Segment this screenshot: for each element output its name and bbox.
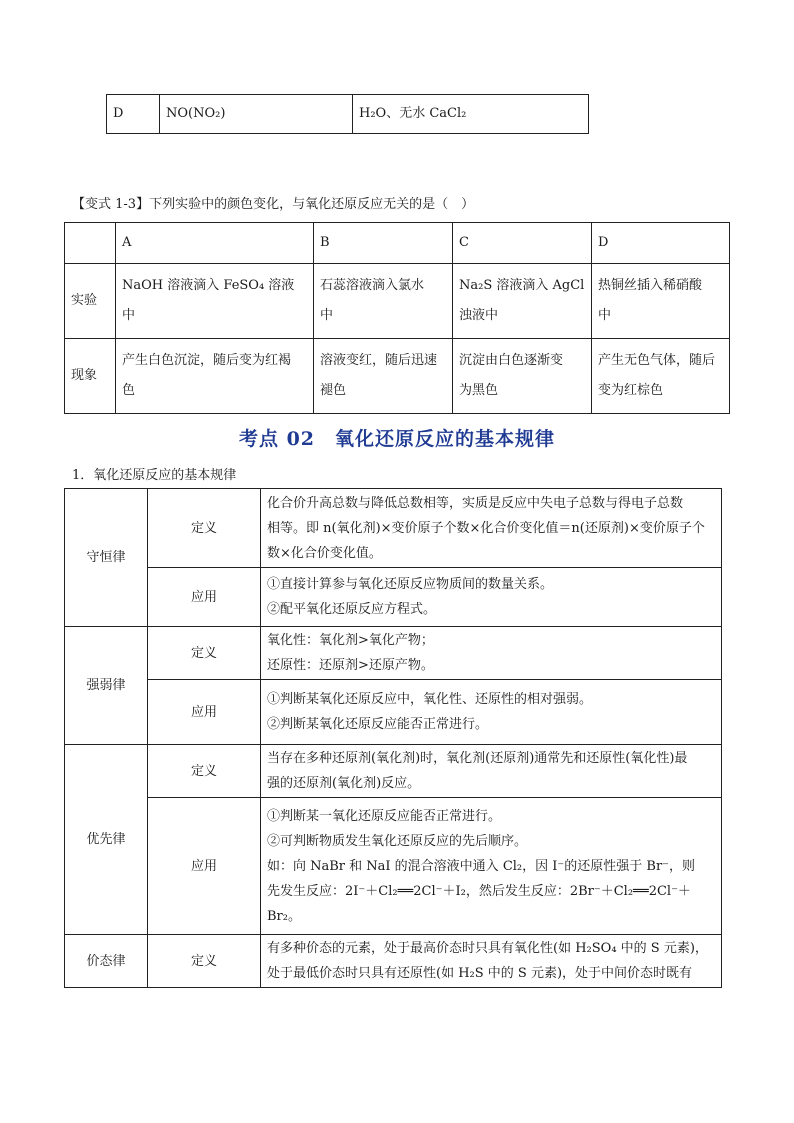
law-name: 价态律 <box>65 935 148 988</box>
table-row <box>65 798 722 935</box>
table-row <box>65 339 730 414</box>
law-kind: 应用 <box>148 568 261 627</box>
table-row <box>65 745 722 798</box>
table-row <box>65 489 722 568</box>
laws-table <box>64 488 722 988</box>
law-kind: 应用 <box>148 798 261 935</box>
law-content: 氧化性：氧化剂>氧化产物； 还原性：还原剂>还原产物。 <box>261 627 722 680</box>
law-name: 优先律 <box>65 745 148 935</box>
table-cell: 沉淀由白色逐渐变 为黑色 <box>453 339 592 414</box>
header-cell: B <box>314 223 453 264</box>
section-heading: 考点 02 氧化还原反应的基本规律 <box>238 428 556 450</box>
table-cell: 产生白色沉淀，随后变为红褐 色 <box>116 339 314 414</box>
table-row <box>65 627 722 680</box>
question-text: 【变式 1-3】下列实验中的颜色变化，与氧化还原反应无关的是（ ） <box>72 197 475 212</box>
header-cell: A <box>116 223 314 264</box>
law-content: 有多种价态的元素，处于最高价态时只具有氧化性(如 H₂SO₄ 中的 S 元素)， 处于最低价态时只具有还原性(如 H₂S 中的 S 元素)，处于中间价态时既有 <box>261 935 722 988</box>
experiment-table <box>64 222 730 414</box>
table-cell: 热铜丝插入稀硝酸 中 <box>592 264 730 339</box>
row-label: 实验 <box>65 264 116 339</box>
option-letter: D <box>107 95 160 134</box>
law-kind: 应用 <box>148 680 261 745</box>
law-content: 当存在多种还原剂(氧化剂)时，氧化剂(还原剂)通常先和还原性(氧化性)最 强的还原剂(氧化剂)反应。 <box>261 745 722 798</box>
table-cell: 溶液变红，随后迅速 褪色 <box>314 339 453 414</box>
reagent-cell: H₂O、无水 CaCl₂ <box>353 95 589 134</box>
gas-cell: NO(NO₂) <box>160 95 353 134</box>
law-content: ①判断某一氧化还原反应能否正常进行。 ②可判断物质发生氧化还原反应的先后顺序。 如：向 NaBr 和 NaI 的混合溶液中通入 Cl₂，因 I⁻的还原性强于 Br⁻，则 先发生反应：2I⁻＋Cl₂══2Cl⁻＋I₂，然后发生反应：2Br⁻＋Cl₂══2Cl⁻＋ Br₂。 <box>261 798 722 935</box>
table-row <box>65 935 722 988</box>
row-label: 现象 <box>65 339 116 414</box>
option-table-fragment <box>106 94 589 134</box>
table-row <box>65 680 722 745</box>
table-cell: Na₂S 溶液滴入 AgCl 浊液中 <box>453 264 592 339</box>
table-cell: 石蕊溶液滴入氯水 中 <box>314 264 453 339</box>
table-row <box>107 95 589 134</box>
table-row <box>65 264 730 339</box>
law-content: ①判断某氧化还原反应中，氧化性、还原性的相对强弱。 ②判断某氧化还原反应能否正常进行。 <box>261 680 722 745</box>
table-cell: 产生无色气体，随后 变为红棕色 <box>592 339 730 414</box>
header-cell <box>65 223 116 264</box>
header-cell: C <box>453 223 592 264</box>
table-cell: NaOH 溶液滴入 FeSO₄ 溶液中 <box>116 264 314 339</box>
law-content: ①直接计算参与氧化还原反应物质间的数量关系。 ②配平氧化还原反应方程式。 <box>261 568 722 627</box>
table-header-row <box>65 223 730 264</box>
law-name: 强弱律 <box>65 627 148 745</box>
law-kind: 定义 <box>148 489 261 568</box>
law-kind: 定义 <box>148 745 261 798</box>
law-content: 化合价升高总数与降低总数相等，实质是反应中失电子总数与得电子总数 相等。即 n(氧化剂)×变价原子个数×化合价变化值＝n(还原剂)×变价原子个 数×化合价变化值。 <box>261 489 722 568</box>
header-cell: D <box>592 223 730 264</box>
law-kind: 定义 <box>148 627 261 680</box>
table-row <box>65 568 722 627</box>
law-name: 守恒律 <box>65 489 148 627</box>
subsection-title: 1．氧化还原反应的基本规律 <box>72 468 237 483</box>
law-kind: 定义 <box>148 935 261 988</box>
